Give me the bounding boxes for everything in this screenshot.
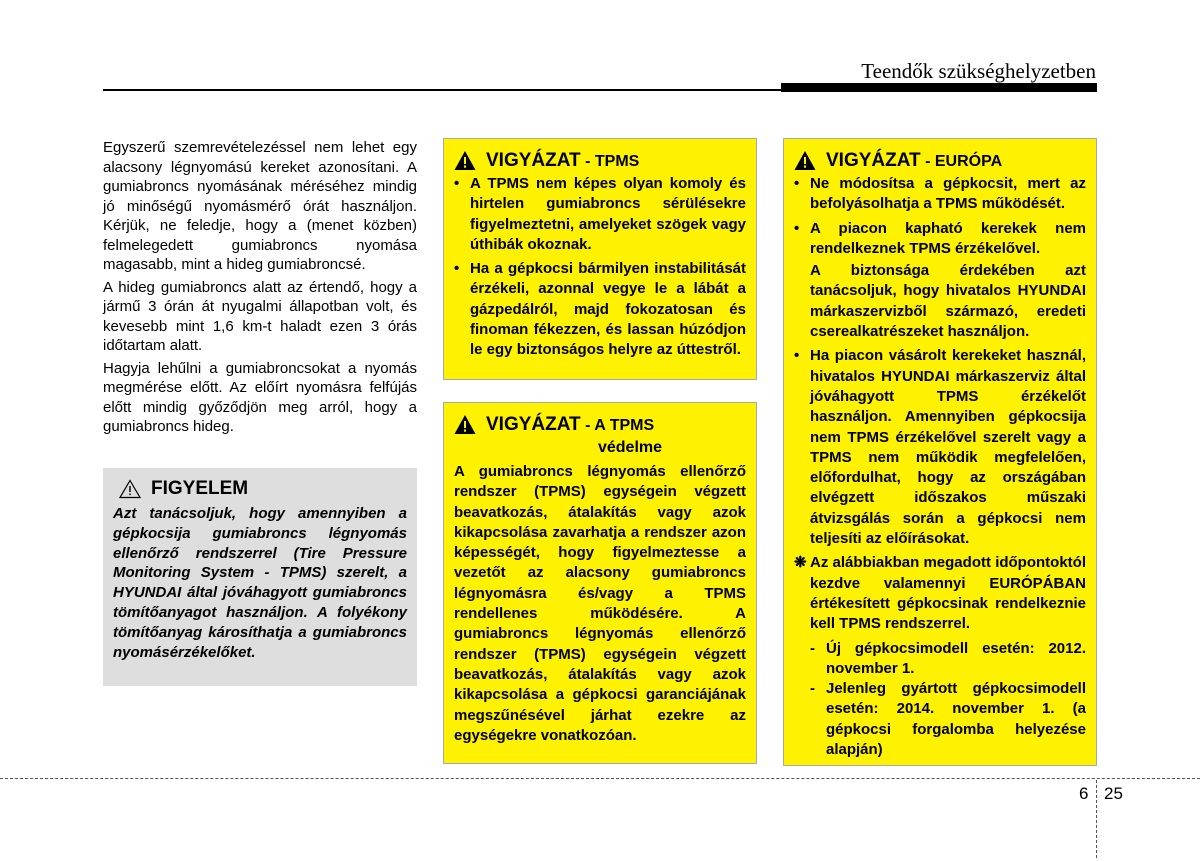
list-item-text: A piacon kapható kerekek nem rendelkeznek TPMS érzékelővel. [810, 219, 1086, 257]
warning-title-word: VIGYÁZAT [486, 150, 581, 171]
warning-title-line2: védelme [597, 439, 663, 456]
bullet-mark: • [454, 175, 460, 192]
note-header [113, 478, 407, 500]
body-paragraph: Egyszerű szemrevételezéssel nem lehet egy alacsony légnyomású kereket azonosítani. A gumiabroncs nyomásának méréséhez mindig jó minőségű nyomásmérő órát használjon. Kérjük, ne feledje, hogy a (menet közben) felmelegedett gumiabroncs nyomása magasabb, mint a hideg gumiabroncsé. [103, 139, 417, 273]
list-item [794, 174, 1086, 215]
warning-title-sub: - A TPMS [580, 417, 655, 434]
note-text: Azt tanácsoljuk, hogy amennyiben a gépkocsija gumiabroncs légnyomás ellenőrző rendszerrel (Tire Pressure Monitoring System - TPMS) szerelt, a HYUNDAI által jóváhagyott gumiabroncs tömítőanyagot használjon. A folyékony tömítőanyag károsíthatja a gumiabroncs nyomásérzékelőket. [113, 505, 407, 661]
list-item-text: A TPMS nem képes olyan komoly és hirtelen gumiabroncs sérülésekre figyelmeztetni, amelyeket szögek vagy úthibák okoznak. [470, 175, 746, 253]
header-rule-accent [781, 83, 1097, 92]
dash-item-text: Jelenleg gyártott gépkocsimodell esetén: 2014. november 1. (a gépkocsi forgalomba helyezése alapján) [826, 680, 1086, 759]
warning-triangle-icon [454, 150, 476, 172]
body-paragraph: Hagyja lehűlni a gumiabroncsokat a nyomás megmérése előtt. Az előírt nyomásra felfújás előtt mindig győződjön meg arról, hogy a gumiabroncs hideg. [103, 359, 417, 435]
dash-item [794, 639, 1086, 680]
footer-rule [0, 778, 1200, 779]
warning-box-europe [783, 138, 1097, 766]
body-paragraph: A hideg gumiabroncs alatt az értendő, hogy a jármű 3 órán át nyugalmi állapotban volt, és kevesebb mint 1,6 km-t haladt ezen 3 órás időtartam alatt. [103, 278, 417, 354]
list-item [794, 553, 1086, 634]
footer-divider [1096, 780, 1097, 858]
warning-box-tpms [443, 138, 757, 380]
list-item [454, 259, 746, 360]
warning-triangle-icon [794, 150, 816, 172]
page-number: 25 [1104, 784, 1123, 803]
header-rule [103, 89, 783, 91]
list-item [794, 346, 1086, 549]
dash-item-text: Új gépkocsimodell esetén: 2012. november 1. [826, 639, 1086, 677]
warning-header [454, 413, 746, 438]
list-item-text: Az alábbiakban megadott időpontoktól kezdve valamennyi EURÓPÁBAN értékesített gépkocsinak rendelkeznie kell TPMS rendszerrel. [810, 554, 1086, 633]
warning-title-sub: - TPMS [580, 153, 640, 170]
body-text-column [103, 138, 417, 440]
bullet-mark: • [794, 347, 800, 365]
header-title: Teendők szükséghelyzetben [861, 59, 1096, 83]
warning-box-protection [443, 402, 757, 764]
list-item [794, 219, 1086, 260]
chapter-number: 6 [1079, 784, 1089, 803]
warning-triangle-icon [454, 414, 476, 436]
list-item [454, 174, 746, 255]
caution-outline-icon [119, 479, 141, 499]
warning-text: A gumiabroncs légnyomás ellenőrző rendszer (TPMS) egységein végzett beavatkozás, átalakítás vagy azok kikapcsolása zavarhatja a rendszer azon képességét, hogy figyelmeztesse a vezetőt az alacsony gumiabroncs légnyomásra és/vagy a TPMS rendellenes működésére. A gumiabroncs légnyomás ellenőrző rendszer (TPMS) egységein végzett beavatkozás, átalakítás vagy azok kikapcsolása a gépkocsi garanciájának megszűnésével járhat ezekre az egységekre vonatkozóan. [454, 463, 746, 744]
bullet-mark: • [454, 260, 460, 278]
warning-header [794, 149, 1086, 174]
bullet-mark: • [794, 219, 800, 237]
warning-list [794, 346, 1086, 634]
star-mark: ❋ [794, 554, 807, 572]
warning-list [794, 174, 1086, 259]
warning-title-word: VIGYÁZAT [486, 414, 581, 435]
dash-mark: - [810, 680, 815, 698]
dash-mark: - [810, 639, 815, 657]
dash-item [794, 679, 1086, 760]
warning-list [454, 174, 746, 361]
list-item-text: Ha a gépkocsi bármilyen instabilitását érzékeli, azonnal vegye le a lábát a gázpedálról, majd fokozatosan és finoman fékezzen, és lassan húzódjon le egy biztonságos helyre az úttestről. [470, 260, 746, 359]
list-item-text: Ha piacon vásárolt kerekeket használ, hivatalos HYUNDAI márkaszerviz által jóváhagyott TPMS érzékelőt használjon. Amennyiben gépkocsija nem TPMS érzékelővel szerelt vagy a TPMS nem működik megfelelően, előfordulhat, hogy az országában elvégzett időszakos műszaki átvizsgálás során a gépkocsi nem teljesíti az előírásokat. [810, 347, 1086, 548]
warning-header [454, 149, 746, 174]
list-item-text: Ne módosítsa a gépkocsit, mert az befolyásolhatja a TPMS működését. [810, 175, 1086, 213]
warning-title-sub: - EURÓPA [920, 153, 1003, 170]
list-item-continuation: A biztonsága érdekében azt tanácsoljuk, hogy hivatalos HYUNDAI márkaszervizből származó, eredeti cserealkatrészeket használjon. [810, 262, 1086, 341]
note-title: FIGYELEM [151, 478, 249, 499]
warning-title-word: VIGYÁZAT [826, 150, 921, 171]
bullet-mark: • [794, 175, 800, 192]
note-box [103, 468, 417, 686]
